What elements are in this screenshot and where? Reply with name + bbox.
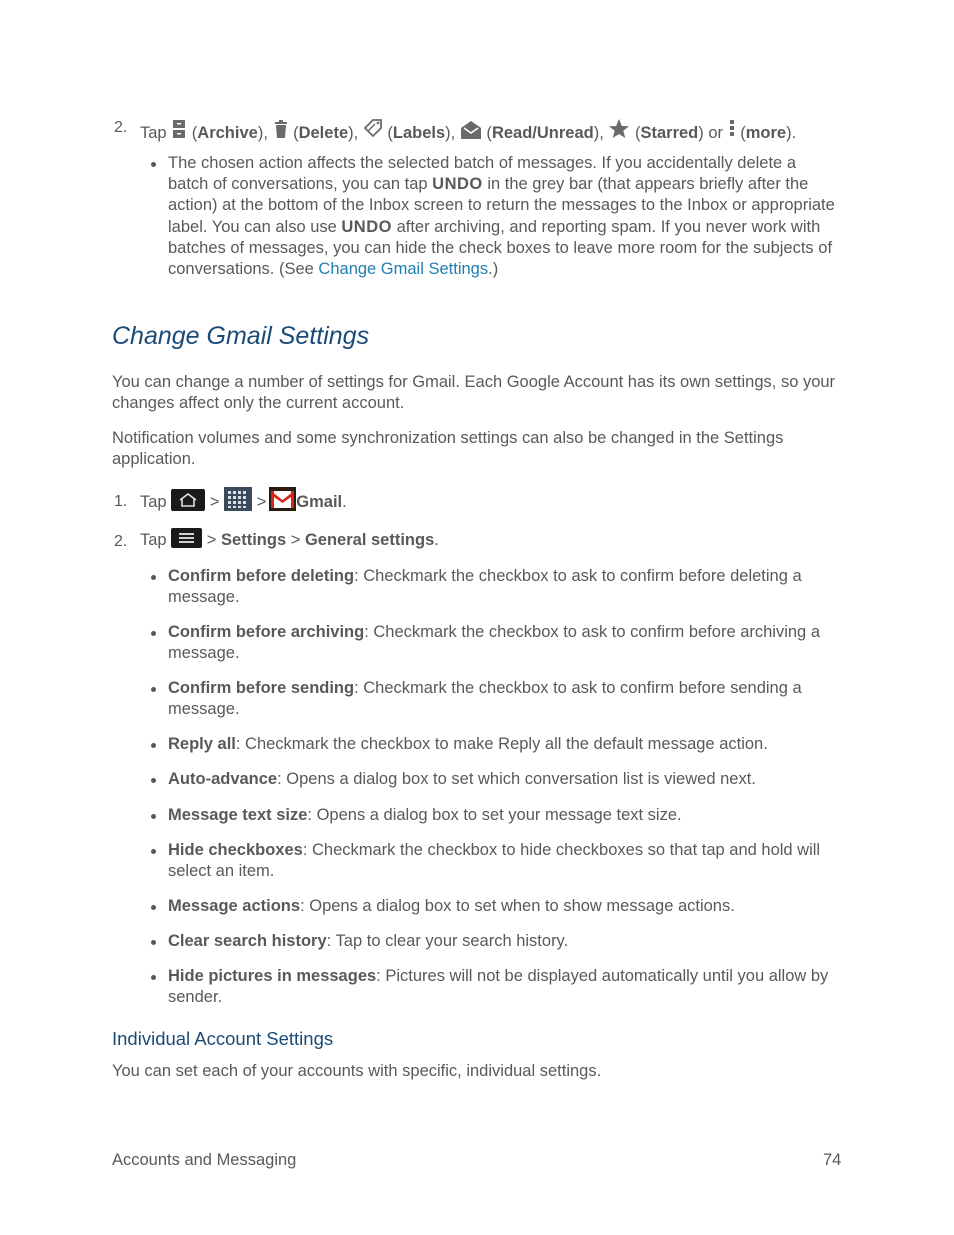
- overflow-menu-icon: [728, 118, 736, 146]
- option-description: : Opens a dialog box to set when to show message actions.: [300, 897, 735, 915]
- bullet-dot: [151, 743, 156, 748]
- starred-label: Starred: [640, 124, 699, 142]
- option-description: : Opens a dialog box to set your message text size.: [307, 806, 682, 824]
- bullet-dot: [151, 814, 156, 819]
- option-description: : Checkmark the checkbox to ask to confirm before deleting a message.: [168, 567, 802, 607]
- tap-word: Tap: [140, 531, 167, 549]
- option-term: Reply all: [168, 735, 236, 753]
- option-item: [168, 566, 840, 608]
- option-description: : Pictures will not be displayed automatically until you allow by sender.: [168, 967, 829, 1007]
- undo-term: UNDO: [341, 217, 392, 236]
- option-item: [168, 805, 840, 826]
- footer-chapter: Accounts and Messaging: [112, 1151, 297, 1169]
- option-term: Hide checkboxes: [168, 841, 303, 859]
- option-item: [168, 931, 840, 952]
- arrow-separator: >: [290, 531, 301, 549]
- arrow-separator: >: [256, 493, 267, 511]
- read-unread-label: Read/Unread: [491, 124, 594, 142]
- option-item: [168, 678, 840, 720]
- footer-page-number: 74: [823, 1151, 842, 1169]
- envelope-open-icon: [460, 120, 482, 146]
- step-number: 2.: [114, 119, 128, 136]
- gmail-icon: [269, 487, 296, 517]
- tap-word: Tap: [140, 124, 167, 142]
- labels-label: Labels: [392, 124, 446, 142]
- option-description: : Opens a dialog box to set which conversation list is viewed next.: [277, 770, 756, 788]
- option-term: Message actions: [168, 897, 301, 915]
- bullet-dot: [151, 575, 156, 580]
- option-term: Clear search history: [168, 932, 327, 950]
- option-item: [168, 769, 840, 790]
- option-item: [168, 840, 840, 882]
- option-item: [168, 734, 840, 755]
- option-term: Confirm before deleting: [168, 567, 355, 585]
- bullet-dot: [151, 849, 156, 854]
- arrow-separator: >: [206, 531, 217, 549]
- general-settings-label: General settings: [304, 531, 435, 549]
- option-description: : Checkmark the checkbox to hide checkboxes so that tap and hold will select an item.: [168, 841, 821, 881]
- delete-label: Delete: [298, 124, 349, 142]
- bullet-dot: [151, 687, 156, 692]
- home-icon: [171, 489, 205, 517]
- option-item: [168, 966, 840, 1008]
- bullet-dot: [151, 975, 156, 980]
- settings-label: Settings: [221, 531, 287, 549]
- step-number: 1.: [114, 493, 128, 510]
- option-description: : Checkmark the checkbox to ask to confirm before archiving a message.: [168, 623, 820, 663]
- bullet-dot: [151, 162, 156, 167]
- batch-note-text: after archiving, and reporting spam. If you never work with batches of messages, you can hide the check boxes to leave more room for the subjects of conversations. (See: [168, 217, 833, 279]
- subsection-text: You can set each of your accounts with specific, individual settings.: [112, 1062, 602, 1080]
- option-description: : Checkmark the checkbox to ask to confirm before sending a message.: [168, 679, 802, 719]
- intro-paragraph-2: Notification volumes and some synchronization settings can also be changed in the Settings application.: [112, 429, 784, 469]
- option-term: Confirm before archiving: [168, 623, 365, 641]
- option-item: [168, 896, 840, 917]
- bullet-dot: [151, 631, 156, 636]
- subsection-title: Individual Account Settings: [112, 1028, 334, 1049]
- archive-label: Archive: [197, 124, 258, 142]
- bullet-dot: [151, 940, 156, 945]
- batch-note-text: .): [488, 260, 499, 279]
- option-description: : Checkmark the checkbox to make Reply all the default message action.: [235, 735, 768, 753]
- archive-icon: [171, 118, 187, 146]
- app-grid-icon: [224, 487, 252, 517]
- gmail-label: Gmail: [296, 493, 343, 511]
- section-title: Change Gmail Settings: [112, 322, 370, 350]
- step-1-line: Tap > > Gmail.: [140, 487, 347, 517]
- intro-paragraph-1: You can change a number of settings for Gmail. Each Google Account has its own settings, so your changes affect only the current account.: [112, 373, 836, 413]
- option-term: Message text size: [168, 806, 308, 824]
- option-description: : Tap to clear your search history.: [326, 932, 569, 950]
- step-number: 2.: [114, 533, 128, 550]
- bullet-dot: [151, 905, 156, 910]
- star-icon: [608, 118, 630, 146]
- bullet-dot: [151, 778, 156, 783]
- menu-icon: [171, 528, 202, 554]
- option-item: [168, 622, 840, 664]
- tap-word: Tap: [140, 493, 167, 511]
- trash-icon: [273, 118, 289, 146]
- tag-icon: [363, 118, 383, 146]
- step-2-line: Tap > Settings > General settings.: [140, 528, 439, 554]
- option-term: Hide pictures in messages: [168, 967, 377, 985]
- batch-note-paragraph: [168, 153, 840, 280]
- batch-note-text: The chosen action affects the selected batch of messages. If you accidentally delete a batch of conversations, you can tap: [168, 154, 796, 194]
- option-term: Confirm before sending: [168, 679, 355, 697]
- more-label: more: [745, 124, 787, 142]
- step-2-top-line: Tap (Archive), (Delete), (Labels), (Read/Unread), (Starred) or (more).: [140, 118, 796, 146]
- batch-note-text: in the grey bar (that appears briefly after the action) at the bottom of the Inbox screen to return the messages to the Inbox or appropriate label. You can also use: [168, 175, 835, 236]
- change-gmail-settings-link[interactable]: Change Gmail Settings: [318, 260, 489, 279]
- undo-term: UNDO: [432, 175, 483, 194]
- or-word: or: [708, 124, 724, 142]
- arrow-separator: >: [209, 493, 220, 511]
- option-term: Auto-advance: [168, 770, 278, 788]
